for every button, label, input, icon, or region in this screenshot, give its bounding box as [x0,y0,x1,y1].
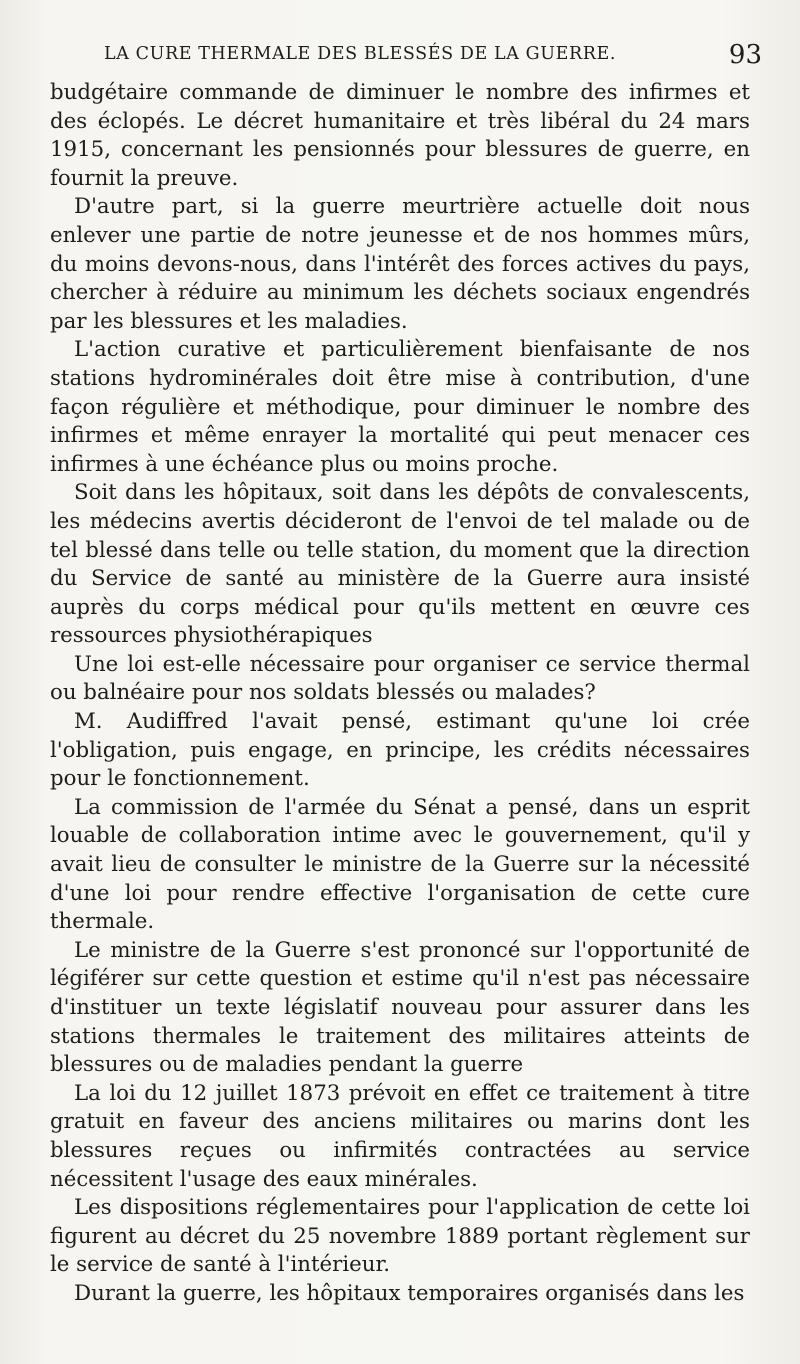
running-head [86,40,762,72]
paragraph: Les dispositions réglementaires pour l'application de cette loi figurent au décret du 25 novembre 1889 portant règlement sur le service de santé à l'intérieur. [50,1195,750,1278]
paragraph: Le ministre de la Guerre s'est prononcé sur l'opportunité de légiférer sur cette question et estime qu'il n'est pas nécessaire d'instituer un texte législatif nouveau pour assurer dans les stations thermales le traitement des militaires atteints de blessures ou de maladies pendant la guerre [50,937,750,1078]
page-number: 93 [728,40,762,70]
paragraph: Durant la guerre, les hôpitaux temporaires organisés dans les [74,1280,745,1306]
body-text [50,79,750,1309]
paragraph: D'autre part, si la guerre meurtrière actuelle doit nous enlever une partie de notre jeunesse et de nos hommes mûrs, du moins devons-nous, dans l'intérêt des forces actives du pays, chercher à réduire au minimum les déchets sociaux engendrés par les blessures et les maladies. [50,194,750,334]
paragraph: M. Audiffred l'avait pensé, estimant qu'une loi crée l'obligation, puis engage, en principe, les crédits nécessaires pour le fonctionnement. [50,709,750,792]
running-title: LA CURE THERMALE DES BLESSÉS DE LA GUERRE. [104,44,617,64]
paragraph: budgétaire commande de diminuer le nombre des infirmes et des éclopés. Le décret humanitaire et très libéral du 24 mars 1915, concernant les pensionnés pour blessures de guerre, en fournit la preuve. [50,80,750,191]
paragraph: La commission de l'armée du Sénat a pensé, dans un esprit louable de collaboration intime avec le gouvernement, qu'il y avait lieu de consulter le ministre de la Guerre sur la nécessité d'une loi pour rendre effective l'organisation de cette cure thermale. [50,794,750,935]
paragraph: L'action curative et particulièrement bienfaisante de nos stations hydrominérales doit être mise à contribution, d'une façon régulière et méthodique, pour diminuer le nombre des infirmes et même enrayer la mortalité qui peut menacer ces infirmes à une échéance plus ou moins proche. [50,337,750,477]
paragraph: Soit dans les hôpitaux, soit dans les dépôts de convalescents, les médecins avertis décideront de l'envoi de tel malade ou de tel blessé dans telle ou telle station, du moment que la direction du Service de santé au ministère de la Guerre aura insisté auprès du corps médical pour qu'ils mettent en œuvre ces ressources physiothérapiques [50,480,750,649]
paragraph: Une loi est-elle nécessaire pour organiser ce service thermal ou balnéaire pour nos soldats blessés ou malades? [50,651,750,706]
paragraph: La loi du 12 juillet 1873 prévoit en effet ce traitement à titre gratuit en faveur des anciens militaires ou marins dont les blessures reçues ou infirmités contractées au service nécessitent l'usage des eaux minérales. [50,1080,750,1192]
